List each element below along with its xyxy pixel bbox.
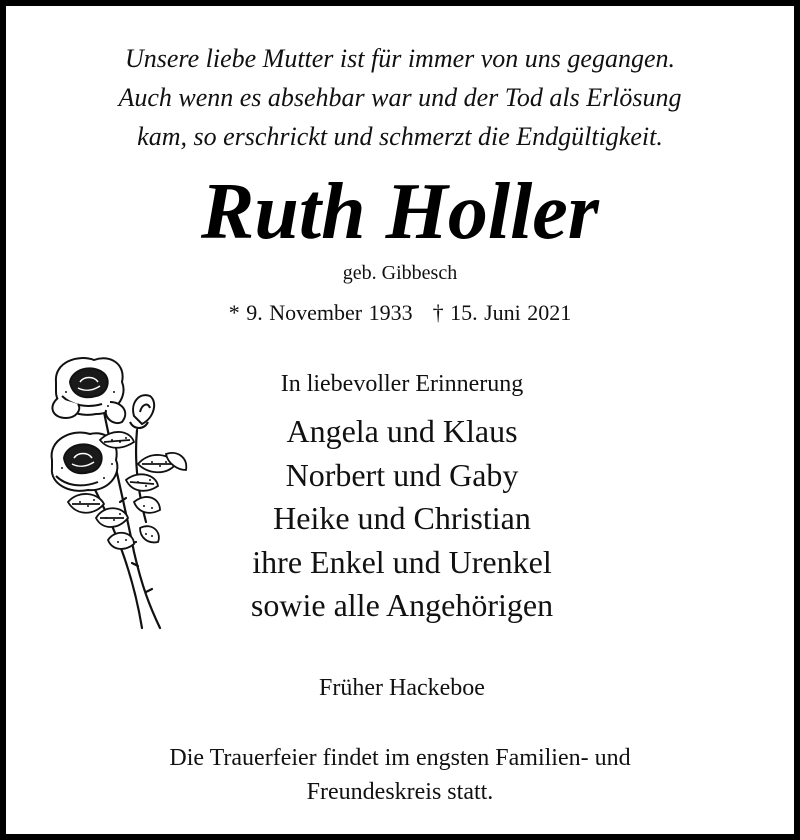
mourner-name: ihre Enkel und Urenkel xyxy=(252,543,552,580)
memory-line: In liebevoller Erinnerung xyxy=(280,371,524,397)
mourner-name: Heike und Christian xyxy=(273,500,531,536)
birth-name: geb. Gibbesch xyxy=(342,262,458,284)
mourner-name: Angela und Klaus xyxy=(286,413,518,449)
death-date: † 15. Juni 2021 xyxy=(432,300,572,325)
intro-text xyxy=(6,39,794,156)
origin-place: Früher Hackeboe xyxy=(319,675,485,701)
ceremony-note xyxy=(6,741,794,809)
ceremony-line: Freundeskreis statt. xyxy=(306,779,494,805)
mourner-name: sowie alle Angehörigen xyxy=(250,587,554,623)
intro-line: Auch wenn es absehbar war und der Tod als Erlösung xyxy=(118,83,682,112)
deceased-name: Ruth Holler xyxy=(201,168,599,256)
mourners-list xyxy=(152,410,652,628)
life-dates xyxy=(6,298,794,328)
intro-line: kam, so erschrickt und schmerzt die Endgültigkeit. xyxy=(137,122,663,151)
intro-line: Unsere liebe Mutter ist für immer von uns gegangen. xyxy=(125,44,675,73)
birth-date: * 9. November 1933 xyxy=(228,300,413,325)
mourner-name: Norbert und Gaby xyxy=(285,456,519,493)
ceremony-line: Die Trauerfeier findet im engsten Familien- und xyxy=(169,745,631,771)
